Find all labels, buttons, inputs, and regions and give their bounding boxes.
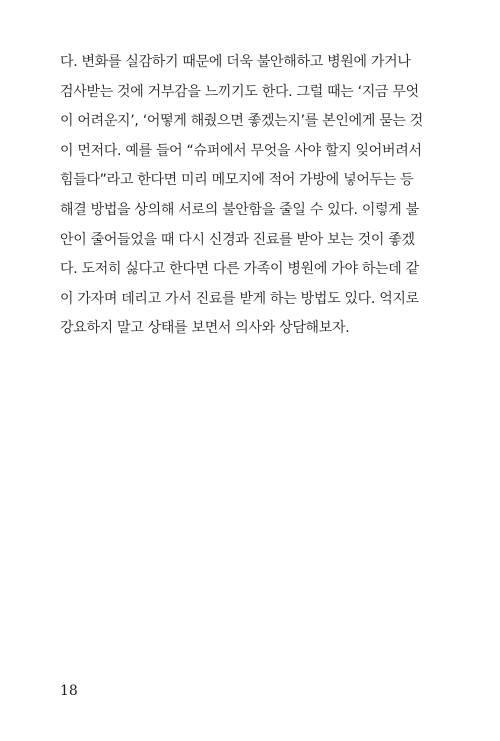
body-line: 안이 줄어들었을 때 다시 신경과 진료를 받아 보는 것이 좋겠 <box>60 231 415 248</box>
body-line: 다. 변화를 실감하기 때문에 더욱 불안해하고 병원에 가거나 <box>60 54 411 70</box>
body-line: 강요하지 말고 상태를 보면서 의사와 상담해보자. <box>60 320 350 337</box>
body-line: 검사받는 것에 거부감을 느끼기도 한다. 그럴 때는 ‘지금 무엇 <box>60 83 419 100</box>
body-line: 힘들다”라고 한다면 미리 메모지에 적어 가방에 넣어두는 등 <box>60 172 414 189</box>
page-number: 18 <box>60 683 78 699</box>
body-line: 다. 도저히 싫다고 한다면 다른 가족이 병원에 가야 하는데 같 <box>60 261 419 278</box>
body-line: 이 어려운지’, ‘어떻게 해줬으면 좋겠는지’를 본인에게 묻는 것 <box>60 113 424 130</box>
body-line: 이 가자며 데리고 가서 진료를 받게 하는 방법도 있다. 억지로 <box>60 290 419 307</box>
body-line: 해결 방법을 상의해 서로의 불안함을 줄일 수 있다. 이렇게 불 <box>60 201 419 218</box>
body-line: 이 먼저다. 예를 들어 “슈퍼에서 무엇을 사야 할지 잊어버려서 <box>60 142 422 159</box>
body-text <box>60 48 455 344</box>
